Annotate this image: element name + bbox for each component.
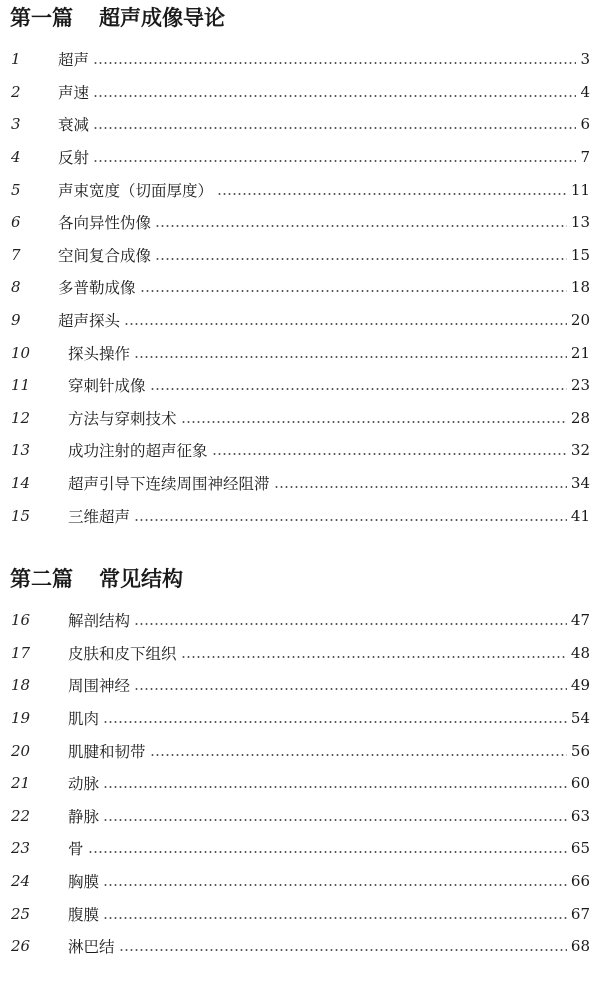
chapter-title[interactable]: 骨 xyxy=(68,840,84,859)
toc-entry[interactable] xyxy=(0,239,600,272)
dot-leader xyxy=(140,290,567,292)
dot-leader xyxy=(124,323,567,325)
chapter-number: 8 xyxy=(11,278,21,297)
page-number[interactable]: 65 xyxy=(570,839,590,858)
toc-entry[interactable] xyxy=(0,108,600,141)
chapter-title[interactable]: 解剖结构 xyxy=(68,612,131,631)
toc-entry[interactable] xyxy=(0,434,600,467)
chapter-number: 1 xyxy=(11,50,21,69)
toc-list xyxy=(0,43,600,532)
chapter-title[interactable]: 各向异性伪像 xyxy=(58,214,152,233)
page-number[interactable]: 6 xyxy=(580,115,590,134)
toc-entry[interactable] xyxy=(0,604,600,637)
chapter-number: 24 xyxy=(11,872,31,891)
dot-leader xyxy=(93,127,576,129)
chapter-number: 25 xyxy=(11,904,31,923)
page-number[interactable]: 63 xyxy=(570,806,590,825)
chapter-title[interactable]: 淋巴结 xyxy=(68,938,115,957)
dot-leader xyxy=(134,688,567,690)
chapter-title[interactable]: 成功注射的超声征象 xyxy=(68,442,208,461)
page-number[interactable]: 41 xyxy=(570,506,590,525)
part-title: 超声成像导论 xyxy=(99,6,225,30)
chapter-title[interactable]: 空间复合成像 xyxy=(58,246,152,265)
page-number[interactable]: 3 xyxy=(580,50,590,69)
chapter-title[interactable]: 腹膜 xyxy=(68,905,100,924)
dot-leader xyxy=(212,453,567,455)
page-number[interactable]: 18 xyxy=(570,278,590,297)
dot-leader xyxy=(119,949,567,951)
toc-entry[interactable] xyxy=(0,271,600,304)
toc-entry[interactable] xyxy=(0,369,600,402)
dot-leader xyxy=(150,388,567,390)
chapter-number: 20 xyxy=(11,741,31,760)
toc-entry[interactable] xyxy=(0,930,600,963)
part-title: 常见结构 xyxy=(99,567,183,591)
chapter-number: 17 xyxy=(11,643,31,662)
toc-entry[interactable] xyxy=(0,467,600,500)
page-number[interactable]: 48 xyxy=(570,643,590,662)
chapter-number: 23 xyxy=(11,839,31,858)
dot-leader xyxy=(88,851,567,853)
dot-leader xyxy=(134,623,567,625)
page-number[interactable]: 4 xyxy=(580,82,590,101)
chapter-number: 22 xyxy=(11,806,31,825)
page-number[interactable]: 66 xyxy=(570,872,590,891)
page-number[interactable]: 21 xyxy=(570,343,590,362)
chapter-number: 6 xyxy=(11,213,21,232)
chapter-number: 12 xyxy=(11,408,31,427)
chapter-title[interactable]: 周围神经 xyxy=(68,677,131,696)
toc-entry[interactable] xyxy=(0,499,600,532)
toc-entry[interactable] xyxy=(0,43,600,76)
page-number[interactable]: 34 xyxy=(570,474,590,493)
page-number[interactable]: 49 xyxy=(570,676,590,695)
chapter-number: 9 xyxy=(11,311,21,330)
dot-leader xyxy=(217,193,567,195)
toc-entry[interactable] xyxy=(0,304,600,337)
chapter-number: 3 xyxy=(11,115,21,134)
page-number[interactable]: 7 xyxy=(580,148,590,167)
dot-leader xyxy=(103,786,567,788)
chapter-title[interactable]: 穿刺针成像 xyxy=(68,377,146,396)
part-heading xyxy=(10,2,225,34)
chapter-title[interactable]: 超声引导下连续周围神经阻滞 xyxy=(68,475,270,494)
page-number[interactable]: 15 xyxy=(570,245,590,264)
toc-entry[interactable] xyxy=(0,832,600,865)
dot-leader xyxy=(181,656,567,658)
dot-leader xyxy=(93,62,576,64)
chapter-title[interactable]: 超声 xyxy=(58,51,90,70)
page-number[interactable]: 28 xyxy=(570,408,590,427)
chapter-number: 19 xyxy=(11,709,31,728)
toc-entry[interactable] xyxy=(0,173,600,206)
chapter-title[interactable]: 肌腱和韧带 xyxy=(68,742,146,761)
dot-leader xyxy=(274,486,567,488)
dot-leader xyxy=(103,917,567,919)
chapter-number: 15 xyxy=(11,506,31,525)
chapter-title[interactable]: 多普勒成像 xyxy=(58,279,136,298)
chapter-number: 5 xyxy=(11,180,21,199)
dot-leader xyxy=(103,884,567,886)
page-number[interactable]: 60 xyxy=(570,774,590,793)
chapter-number: 11 xyxy=(11,376,31,395)
toc-entry[interactable] xyxy=(0,402,600,435)
page-number[interactable]: 67 xyxy=(570,904,590,923)
chapter-title[interactable]: 肌肉 xyxy=(68,710,100,729)
dot-leader xyxy=(155,258,567,260)
toc-list xyxy=(0,604,600,963)
dot-leader xyxy=(150,754,567,756)
page-number[interactable]: 11 xyxy=(570,180,590,199)
dot-leader xyxy=(134,356,567,358)
dot-leader xyxy=(103,721,567,723)
dot-leader xyxy=(103,819,567,821)
chapter-title[interactable]: 声束宽度（切面厚度） xyxy=(58,181,214,200)
page-number[interactable]: 47 xyxy=(570,611,590,630)
toc-entry[interactable] xyxy=(0,865,600,898)
part-heading xyxy=(10,563,183,595)
chapter-number: 21 xyxy=(11,774,31,793)
chapter-title[interactable]: 声速 xyxy=(58,83,90,102)
chapter-title[interactable]: 超声探头 xyxy=(58,312,121,331)
dot-leader xyxy=(134,519,567,521)
dot-leader xyxy=(93,160,576,162)
toc-entry[interactable] xyxy=(0,702,600,735)
chapter-number: 13 xyxy=(11,441,31,460)
chapter-title[interactable]: 反射 xyxy=(58,149,90,168)
chapter-number: 2 xyxy=(11,82,21,101)
chapter-number: 26 xyxy=(11,937,31,956)
page-number[interactable]: 13 xyxy=(570,213,590,232)
chapter-number: 16 xyxy=(11,611,31,630)
dot-leader xyxy=(155,225,567,227)
dot-leader xyxy=(181,421,567,423)
chapter-title[interactable]: 静脉 xyxy=(68,807,100,826)
toc-entry[interactable] xyxy=(0,76,600,109)
part-label: 第二篇 xyxy=(10,567,73,591)
chapter-title[interactable]: 胸膜 xyxy=(68,873,100,892)
page-number[interactable]: 23 xyxy=(570,376,590,395)
page-number[interactable]: 68 xyxy=(570,937,590,956)
chapter-title[interactable]: 动脉 xyxy=(68,775,100,794)
toc-entry[interactable] xyxy=(0,669,600,702)
chapter-title[interactable]: 探头操作 xyxy=(68,344,131,363)
chapter-number: 4 xyxy=(11,148,21,167)
toc-entry[interactable] xyxy=(0,336,600,369)
toc-entry[interactable] xyxy=(0,767,600,800)
page-number[interactable]: 32 xyxy=(570,441,590,460)
toc-entry[interactable] xyxy=(0,800,600,833)
chapter-title[interactable]: 皮肤和皮下组织 xyxy=(68,644,177,663)
dot-leader xyxy=(93,95,576,97)
chapter-title[interactable]: 衰减 xyxy=(58,116,90,135)
chapter-number: 14 xyxy=(11,474,31,493)
page-number[interactable]: 20 xyxy=(570,311,590,330)
chapter-title[interactable]: 方法与穿刺技术 xyxy=(68,409,177,428)
toc-entry[interactable] xyxy=(0,637,600,670)
page-number[interactable]: 56 xyxy=(570,741,590,760)
toc-entry[interactable] xyxy=(0,897,600,930)
toc-entry[interactable] xyxy=(0,141,600,174)
chapter-number: 10 xyxy=(11,343,31,362)
toc-entry[interactable] xyxy=(0,734,600,767)
chapter-title[interactable]: 三维超声 xyxy=(68,507,131,526)
chapter-number: 7 xyxy=(11,245,21,264)
toc-entry[interactable] xyxy=(0,206,600,239)
part-label: 第一篇 xyxy=(10,6,73,30)
page-number[interactable]: 54 xyxy=(570,709,590,728)
chapter-number: 18 xyxy=(11,676,31,695)
